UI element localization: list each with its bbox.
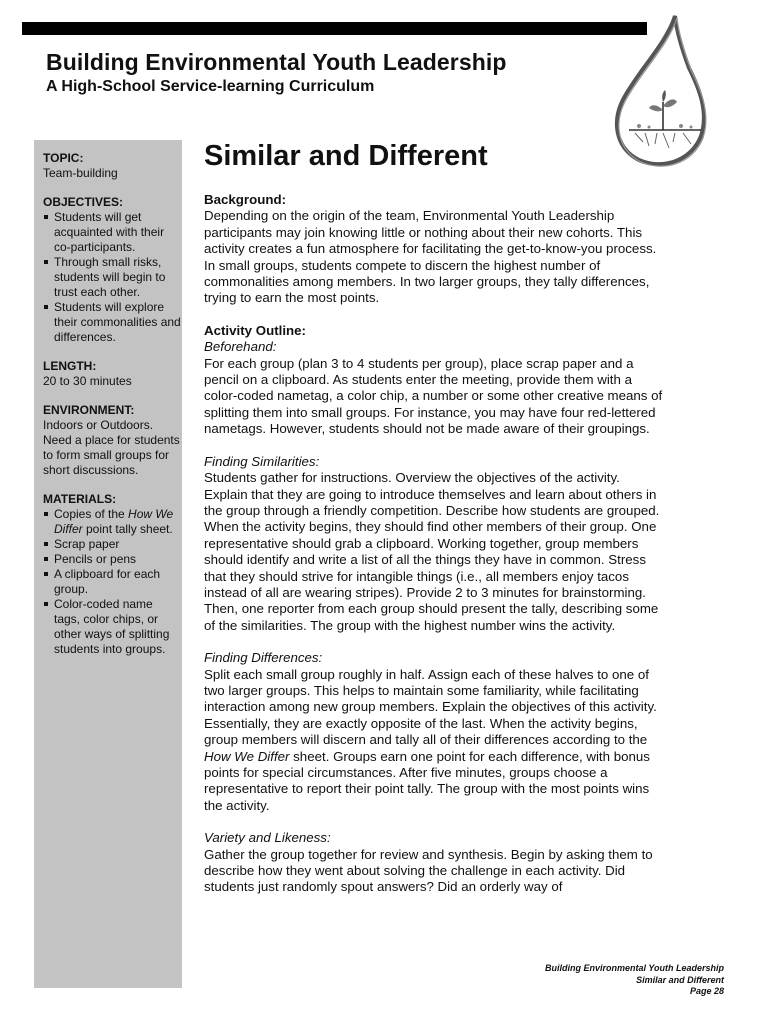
differences-text-part: Split each small group roughly in half. Assign each of these halves to one of two larger groups. This helps to maintain some familiarity, while facilitating interaction among new group members. Explain the objectives of this activity. Essentially, they are exactly opposite of the last. When the activity begins, group members will discern and tally all of their differences according to the [204, 666, 657, 748]
length-section [43, 359, 182, 389]
objective-item: Students will get acquainted with their co-participants. [43, 210, 182, 255]
article-body [204, 138, 664, 896]
variety-text: Gather the group together for review and synthesis. Begin by asking them to describe how they went about solving the challenge in each activity. Did students just randomly spout answers? Did an orderly way of [204, 846, 653, 895]
beforehand-text: For each group (plan 3 to 4 students per group), place scrap paper and a pencil on a clipboard. As students enter the meeting, provide them with a color-coded nametag, a color chip, a number or some other creative means of splitting them into small groups. For instance, you may have four red-lettered nametags. However, students should not be made aware of their groupings. [204, 355, 663, 437]
material-item: A clipboard for each group. [43, 567, 182, 597]
environment-heading: ENVIRONMENT: [43, 403, 135, 417]
activity-outline-heading: Activity Outline: [204, 322, 306, 338]
material-item: Pencils or pens [43, 552, 182, 567]
page-footer [545, 963, 724, 998]
beforehand-heading: Beforehand: [204, 339, 277, 355]
objectives-list [43, 210, 182, 345]
material-emphasis: How We Differ [54, 507, 174, 536]
materials-heading: MATERIALS: [43, 492, 117, 506]
footer-lesson: Similar and Different [636, 974, 724, 985]
objective-item: Through small risks, students will begin to trust each other. [43, 255, 182, 300]
topic-heading: TOPIC: [43, 151, 84, 165]
similarities-text: Students gather for instructions. Overview the objectives of the activity. Explain that they are going to introduce themselves and learn about others in the group through a friendly competition. Describe how students are grouped. When the activity begins, they should find other members of their group. One representative should grab a clipboard. Working together, group members should identify and write a list of all the things they have in common. Stress that they should strive for intangible things (i.e., all members enjoy tacos instead of all are wearing stripes). Provide 2 to 3 minutes for brainstorming. Then, one reporter from each group should present the tally, describing some of the similarities. The group with the highest number wins the activity. [204, 470, 660, 633]
similarities-heading: Finding Similarities: [204, 453, 320, 469]
header-rule [22, 22, 647, 35]
length-heading: LENGTH: [43, 359, 97, 373]
article-title: Similar and Different [204, 140, 488, 172]
background-text: Depending on the origin of the team, Environmental Youth Leadership participants may join knowing little or nothing about their new cohorts. This activity creates a fun atmosphere for facilitating the get-to-know-you process. In small groups, students compete to discern the highest number of commonalities among members. In two larger groups, they tally differences, trying to earn the most points. [204, 208, 657, 306]
differences-text-part: sheet. Groups earn one point for each difference, with bonus points for special circumstances. After five minutes, groups choose a representative to report their point tally. The group with the most points wins the activity. [204, 748, 650, 813]
environment-value: Indoors or Outdoors. Need a place for students to form small groups for short discussions. [43, 418, 180, 477]
page-number: Page 28 [689, 986, 724, 996]
background-heading: Background: [204, 192, 287, 207]
lesson-sidebar [34, 140, 182, 988]
variety-heading: Variety and Likeness: [204, 830, 331, 846]
topic-section [43, 151, 182, 181]
material-item [43, 507, 182, 537]
length-value: 20 to 30 minutes [43, 374, 132, 388]
topic-value: Team-building [43, 166, 118, 180]
objectives-heading: OBJECTIVES: [43, 195, 124, 209]
material-item: Scrap paper [43, 537, 182, 552]
document-title: Building Environmental Youth Leadership [46, 49, 507, 75]
materials-list [43, 507, 182, 657]
material-item: Color-coded name tags, color chips, or other ways of splitting students into groups. [43, 597, 182, 657]
material-text: point tally sheet. [82, 522, 173, 536]
differences-emphasis: How We Differ [204, 748, 290, 764]
environment-section [43, 403, 182, 478]
objectives-section [43, 195, 182, 345]
objective-item: Students will explore their commonalities and differences. [43, 300, 182, 345]
differences-text [204, 667, 664, 815]
materials-section [43, 492, 182, 657]
differences-heading: Finding Differences: [204, 650, 323, 666]
material-text: Copies of the [54, 507, 129, 521]
document-subtitle: A High-School Service-learning Curriculum [46, 78, 375, 95]
footer-series: Building Environmental Youth Leadership [544, 963, 724, 973]
